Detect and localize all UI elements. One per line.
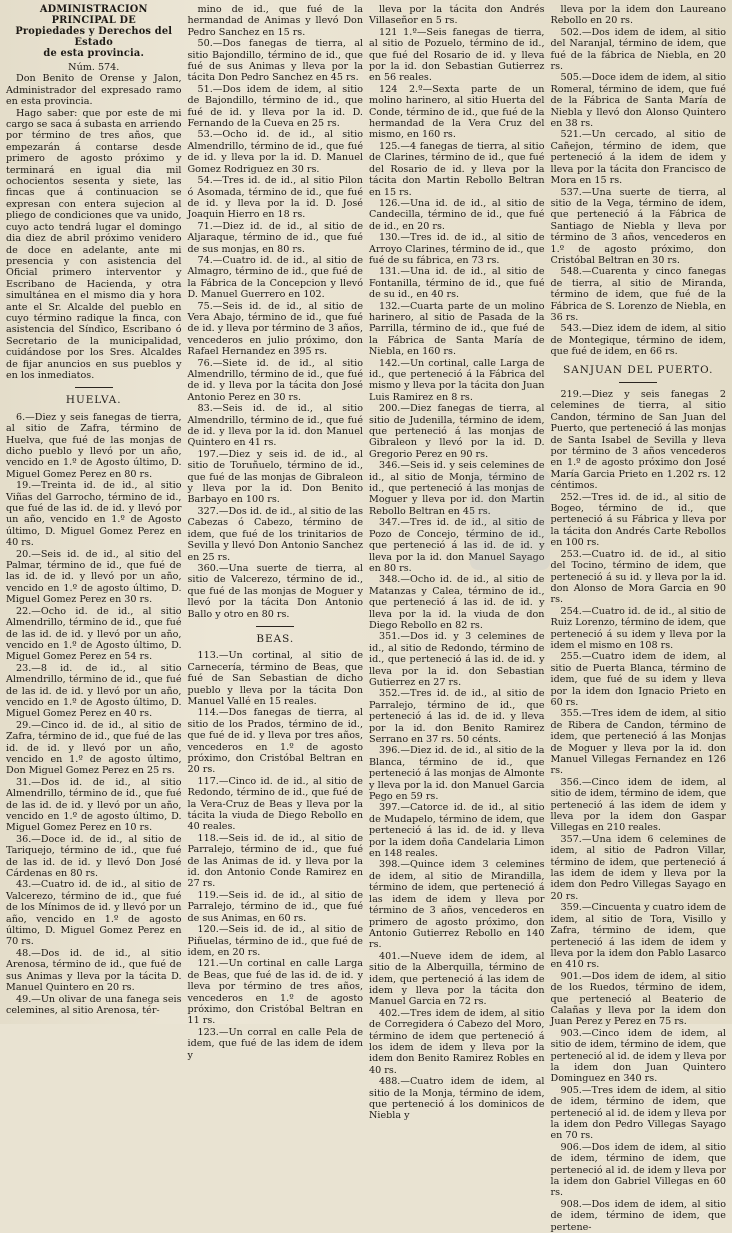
notice-title-line-3: de esta provincia. (43, 48, 145, 59)
column-2 (187, 4, 364, 1061)
listing-entry: 132.—Cuarta parte de un molino harinero, al sitio de Pasada de la Parrilla, término de id., que fué de la Fábrica de Santa María de Niebla, en 160 rs. (369, 300, 545, 358)
listing-entry: 252.—Tres id. de id., al sitio de Bogeo, término de id., que perteneció á su Fábrica y lleva por la tácita don Andrés Carte Rebollos en 100 rs. (550, 491, 726, 549)
listing-entry: mino de id., que fué de la hermandad de Animas y llevó Don Pedro Sanchez en 15 rs. (187, 4, 363, 38)
section-heading-sanjuan: SANJUAN DEL PUERTO. (563, 363, 714, 376)
listing-entry: 200.—Diez fanegas de tierra, al sitio de Judenilla, término de idem, que perteneció á las monjas de Gibraleon y llevó por la id. D. Gregorio Perez en 90 rs. (369, 403, 545, 460)
listing-entry: 124 2.º—Sexta parte de un molino harinero, al sitio Huerta del Conde, término de id., que fué de la hermandad de la Vera Cruz del mismo, en 160 rs. (369, 83, 545, 141)
listing-entry: 397.—Catorce id. de id., al sitio de Mudapelo, término de idem, que perteneció á las id. de id. y lleva por la idem doña Candelaria Limon en 148 reales. (369, 802, 545, 860)
listing-entry: 119.—Seis id. de id., al sitio de Parralejo, término de id., que fué de sus Animas, en 60 rs. (187, 889, 363, 924)
listing-entry: 347.—Tres id. de id., al sitio de Pozo de Concejo, término de id., que perteneció á las id. de id. y lleva por la id. don Manuel Sayago en 80 rs. (369, 517, 545, 574)
listing-entry: 357.—Una idem 6 celemines de idem, al sitio de Padron Villar, término de idem, que perteneció á las idem de idem y lleva por la idem don Pedro Villegas Sayago en 20 rs. (550, 833, 726, 902)
listing-entry: 346.—Seis id. y seis celemines de id., al sitio de Monja, término de id., que perteneció á las monjas de Moguer y lleva por id. don Martin Rebollo Beltran en 45 rs. (369, 460, 545, 517)
listing-entry: 905.—Tres idem de idem, al sitio de idem, término de idem, que perteneció al id. de idem y lleva por la idem don Pedro Villegas Sayago en 70 rs. (550, 1084, 726, 1142)
intro-paragraph: Hago saber: que por este de mi cargo se saca á subasta en arriendo por término de tres años, que empezarán á contarse desde primero de agosto próximo y terminará en igual dia mil ochocientos sesenta y siete, las fincas que á continuacion se expresan con entera sujecion al pliego de condiciones que va unido, cuyo acto tendrá lugar el domingo dia diez de abril próximo venidero de doce en adelante, ante mi presencia y con asistencia del Oficial primero interventor y Escribano de Hacienda, y otra simultánea en el mismo dia y hora ante el Sr. Alcalde del pueblo en cuyo término radique la finca, con asistencia del Síndico, Escribano ó Secretario de la municipalidad, cuidándose por los Sres. Alcaldes de fijar anuncios en sus pueblos y en los inmediatos. (6, 107, 182, 381)
listing-entry: 360.—Una suerte de tierra, al sitio de Valcerezo, término de id., que fué de las monjas de Moguer y llevó por la tácita Don Antonio Ballo y otro en 80 rs. (187, 562, 363, 620)
item-list (188, 650, 364, 1061)
listing-entry: 20.—Seis id. de id., al sitio del Palmar, término de id., que fué de las id. de id. y llevó por un año, vencido en 1.º de agosto último, D. Miguel Gomez Perez en 30 rs. (6, 548, 182, 606)
listing-entry: 130.—Tres id. de id., al sitio de Arroyo Clarines, término de id., que fué de su fábrica, en 73 rs. (369, 232, 545, 266)
listing-entry: 355.—Tres idem de idem, al sitio de Ribera de Candon, término de idem, que perteneció á las Monjas de Moguer y lleva por la id. don Manuel Villegas Fernandez en 126 rs. (550, 708, 726, 777)
listing-entry: 29.—Cinco id. de id., al sitio de Zafra, término de id., que fué de las id. de id. y llevó por un año, vencido en 1.º de agosto último, Don Miguel Gomez Perez en 25 rs. (6, 719, 182, 777)
section-divider (619, 382, 657, 383)
listing-entry: 6.—Diez y seis fanegas de tierra, al sitio de Zafra, término de Huelva, que fué de las monjas de dicho pueblo y llevó por un año, vencido en 1.º de Agosto último, D. Miguel Gomez Perez en 80 rs. (6, 411, 182, 480)
listing-entry: 114.—Dos fanegas de tierra, al sitio de los Prados, término de id., que fué de id. y lleva por tres años, vencederos en 1.º de agosto próximo, don Cristóbal Beltran en 20 rs. (187, 707, 363, 776)
listing-entry: 402.—Tres idem de idem, al sitio de Corregidera ó Cabezo del Moro, término de idem que perteneció á los idem de idem y lleva por la idem don Benito Ramirez Robles en 40 rs. (369, 1007, 545, 1076)
listing-entry: 142.—Un cortinal, calle Larga de id., que perteneció á la Fábrica del mismo y lleva por la tácita don Juan Luis Ramirez en 8 rs. (369, 357, 545, 403)
listing-entry: 548.—Cuarenta y cinco fanegas de tierra, al sitio de Miranda, término de idem, que fué de la Fábrica de S. Lorenzo de Niebla, en 36 rs. (550, 266, 726, 323)
listing-entry: 254.—Cuatro id. de id., al sitio de Ruiz Lorenzo, término de idem, que perteneció á su idem y lleva por la idem el mismo en 108 rs. (550, 605, 726, 651)
notice-title-line-2: Propiedades y Derechos del Estado (15, 26, 173, 48)
listing-entry: 75.—Seis id. de id., al sitio de Vera Abajo, término de id., que fué de id. y lleva por término de 3 años, vencederos en julio próximo, don Rafael Hernandez en 395 rs. (187, 300, 363, 358)
listing-entry: 48.—Dos id. de id., al sitio Arenosa, término de id., que fué de sus Animas y lleva por la tácita D. Manuel Quintero en 20 rs. (6, 947, 182, 994)
listing-entry: 505.—Doce idem de idem, al sitio Romeral, término de idem, que fué de la Fábrica de Santa María de Niebla y llevó don Alonso Quintero en 38 rs. (550, 72, 726, 130)
section-heading-beas: BEAS. (256, 632, 295, 645)
column-4 (550, 4, 727, 1233)
listing-entry: 123.—Un corral en calle Pela de idem, que fué de las idem de idem y (187, 1026, 363, 1061)
listing-entry: 23.—8 id. de id., al sitio Almendrillo, término de id., que fué de las id. de id. y llevó por un año, vencido en 1.º de Agosto último, D. Miguel Gomez Perez en 40 rs. (6, 662, 182, 720)
listing-entry: 398.—Quince idem 3 celemines de idem, al sitio de Mirandilla, término de idem, que perteneció á las idem de idem y lleva por término de 3 años, vencederos en primero de agosto próximo, don Antonio Gutierrez Rebollo en 140 rs. (369, 859, 545, 951)
listing-entry: 401.—Nueve idem de idem, al sitio de la Alberquilla, término de idem, que perteneció á las idem de idem y lleva por la tácita don Manuel Garcia en 72 rs. (369, 950, 545, 1008)
listing-entry: 54.—Tres id. de id., al sitio Pilon ó Asomada, término de id., que fué de id. y lleva por la id. D. José Joaquin Hierro en 18 rs. (187, 175, 363, 221)
intro-paragraph: Don Benito de Orense y Jalon, Administrador del expresado ramo en esta provincia. (6, 73, 182, 108)
listing-entry: 348.—Ocho id. de id., al sitio de Matanzas y Calea, término de id., que perteneció á las id. de id. y lleva por la id. la viuda de don Diego Rebollo en 82 rs. (369, 574, 545, 631)
listing-entry: 31.—Dos id. de id., al sitio Almendrillo, término de id., que fué de las id. de id. y llevó por un año, vencido en 1.º de agosto último, D. Miguel Gomez Perez en 10 rs. (6, 776, 182, 834)
listing-entry: 521.—Un cercado, al sitio de Cañejon, término de idem, que perteneció á la idem de idem y lleva por la tácita don Francisco de Mora en 15 rs. (550, 129, 726, 187)
listing-entry: 49.—Un olivar de una fanega seis celemines, al sitio Arenosa, tér- (6, 993, 182, 1016)
listing-entry: 537.—Una suerte de tierra, al sitio de la Vega, término de idem, que perteneció á la Fábrica de Santiago de Niebla y lleva por término de 3 años, vencederos en 1.º de agosto próximo, don Cristóbal Beltran en 30 rs. (550, 186, 726, 266)
listing-entry: 19.—Treinta id. de id., al sitio Viñas del Garrocho, término de id., que fué de las id. de id. y llevó por un año, vencido en 1.º de Agosto último, D. Miguel Gomez Perez en 40 rs. (6, 480, 182, 549)
item-list (551, 389, 727, 1233)
listing-entry: 126.—Una id. de id., al sitio de Candecilla, término de id., que fué de id., en 20 rs. (369, 197, 545, 232)
listing-entry: lleva por la idem don Laureano Rebollo en 20 rs. (550, 4, 726, 27)
listing-entry: 356.—Cinco idem de idem, al sitio de idem, término de idem, que perteneció á las idem de idem y lleva por la idem don Gaspar Villegas en 210 reales. (550, 776, 726, 834)
listing-entry: 197.—Diez y seis id. de id., al sitio de Toruñuelo, término de id., que fué de las monjas de Gibraleon y lleva por la id. Don Benito Barbayo en 100 rs. (187, 448, 363, 506)
listing-entry: 113.—Un cortinal, al sitio de Carnecería, término de Beas, que fué de San Sebastian de dicho pueblo y lleva por la tácita Don Manuel Vallé en 15 reales. (187, 650, 363, 707)
listing-entry: 359.—Cincuenta y cuatro idem de idem, al sitio de Tora, Visillo y Zafra, término de idem, que perteneció á las idem de idem y lleva por la idem don Pablo Lasarco en 410 rs. (550, 902, 726, 971)
section-heading-huelva: HUELVA. (65, 394, 122, 407)
listing-entry: 43.—Cuatro id. de id., al sitio de Valcerezo, término de id., que fué de los Mínimos de id. y llevó por un año, vencido en 1.º de agosto último, D. Miguel Gomez Perez en 70 rs. (6, 879, 182, 948)
listing-entry: 903.—Cinco idem de idem, al sitio de idem, término de idem, que perteneció al id. de idem y lleva por la idem don Juan Quintero Dominguez en 340 rs. (550, 1027, 726, 1085)
listing-entry: 121 1.º—Seis fanegas de tierra, al sitio de Pozuelo, término de id., que fué del Rosario de id. y lleva por la id. don Sebastian Gutierrez en 56 reales. (369, 26, 545, 84)
listing-entry: 53.—Ocho id. de id., al sitio Almendrillo, término de id., que fué de id. y lleva por la id. D. Manuel Gomez Rodriguez en 30 rs. (187, 129, 363, 175)
listing-entry: 253.—Cuatro id. de id., al sitio del Tocino, término de idem, que perteneció á su id. y lleva por la id. don Alonso de Mora Garcia en 90 rs. (550, 548, 726, 606)
item-list (6, 412, 182, 1017)
notice-number: Núm. 574. (68, 62, 120, 73)
faded-stamp-mark (470, 470, 550, 570)
listing-entry: 83.—Seis id. de id., al sitio Almendrillo, término de id., que fué de id. y lleva por la id. don Manuel Quintero en 41 rs. (187, 403, 363, 449)
listing-entry: 76.—Siete id. de id., al sitio Almendrillo, término de id., que fué de id. y lleva por la tácita don José Antonio Perez en 30 rs. (187, 357, 363, 403)
listing-entry: 121.—Un cortinal en calle Larga de Beas, que fué de las id. de id. y lleva por término de tres años, vencederos en 1.º de agosto próximo, don Cristóbal Beltran en 11 rs. (187, 958, 363, 1027)
listing-entry: lleva por la tácita don Andrés Villaseñor en 5 rs. (369, 4, 545, 27)
listing-entry: 50.—Dos fanegas de tierra, al sitio Bajondillo, término de id., que fué de sus Animas y lleva por la tácita Don Pedro Sanchez en 45 rs. (187, 38, 363, 84)
listing-entry: 255.—Cuatro idem de idem, al sitio de Puerta Blanca, término de idem, que fué de su idem y lleva por la idem don Ignacio Prieto en 60 rs. (550, 651, 726, 708)
listing-entry: 71.—Diez id. de id., al sitio de Aljaraque, término de id., que fué de sus monjas, en 80 rs. (187, 220, 363, 255)
listing-entry: 117.—Cinco id. de id., al sitio de Redondo, término de id., que fué de la Vera-Cruz de Beas y lleva por la tácita la viuda de Diego Rebollo en 40 reales. (187, 775, 363, 833)
listing-entry: 396.—Diez id. de id., al sitio de la Blanca, término de id., que perteneció á las monjas de Almonte y lleva por la id. don Manuel Garcia Pego en 59 rs. (369, 745, 545, 803)
listing-entry: 351.—Dos id. y 3 celemines de id., al sitio de Redondo, término de id., que perteneció á las id. de id. y lleva por la id. don Sebastian Gutierrez en 27 rs. (369, 631, 545, 688)
listing-entry: 131.—Una id. de id., al sitio de Fontanilla, término de id., que fué de su id., en 40 rs. (369, 266, 545, 301)
listing-entry: 908.—Dos idem de idem, al sitio de idem, término de idem, que pertene- (550, 1198, 726, 1233)
notice-title: ADMINISTRACION PRINCIPAL DE (39, 4, 148, 26)
listing-entry: 36.—Doce id. de id., al sitio de Tariquejo, término de id., que fué de las id. de id. y llevó Don José Cárdenas en 80 rs. (6, 833, 182, 880)
listing-entry: 74.—Cuatro id. de id., al sitio de Almagro, término de id., que fué de la Fábrica de la Concepcion y llevó D. Manuel Guerrero en 102. (187, 254, 363, 301)
listing-entry: 219.—Diez y seis fanegas 2 celemines de tierra, al sitio Candon, término de San Juan del Puerto, que perteneció á las monjas de Santa Isabel de Sevilla y lleva por término de 3 años vencederos en 1.º de agosto próximo don José María Garcia Prieto en 1.202 rs. 12 céntimos. (550, 389, 726, 492)
listing-entry: 502.—Dos idem de idem, al sitio del Naranjal, término de idem, que fué de la fábrica de Niebla, en 20 rs. (550, 26, 726, 73)
listing-entry: 22.—Ocho id. de id., al sitio Almendrillo, término de id., que fué de las id. de id. y llevó por un año, vencido en 1.º de Agosto último, D. Miguel Gomez Perez en 54 rs. (6, 605, 182, 663)
listing-entry: 118.—Seis id. de id., al sitio de Parralejo, término de id., que fué de las Animas de id. y lleva por la id. don Antonio Conde Ramirez en 27 rs. (187, 832, 363, 890)
listing-entry: 51.—Dos idem de idem, al sitio de Bajondillo, término de id., que fué de id. y lleva por la id. D. Fernando de la Cueva en 25 rs. (187, 83, 363, 130)
item-list (551, 4, 727, 358)
listing-entry: 352.—Tres id. de id., al sitio de Parralejo, término de id., que perteneció á las id. de id. y lleva por la id. don Benito Ramirez Serrano en 37 rs. 50 cénts. (369, 688, 545, 745)
section-divider (256, 626, 294, 627)
listing-entry: 543.—Diez idem de idem, al sitio de Montegique, término de idem, que fué de idem, en 66 rs. (550, 323, 726, 358)
listing-entry: 327.—Dos id. de id., al sitio de las Cabezas ó Cabezo, término de idem, que fué de los trinitarios de Sevilla y llevó Don Antonio Sanchez en 25 rs. (187, 505, 363, 563)
listing-entry: 488.—Cuatro idem de idem, al sitio de la Monja, término de idem, que perteneció á los dominicos de Niebla y (369, 1076, 545, 1122)
item-list (188, 4, 364, 620)
listing-entry: 906.—Dos idem de idem, al sitio de idem, término de idem, que perteneció al id. de idem y lleva por la idem don Gabriel Villegas en 60 rs. (550, 1141, 726, 1199)
listing-entry: 901.—Dos idem de idem, al sitio de los Ruedos, término de idem, que perteneció al Beaterio de Calañas y lleva por la idem don Juan Perez y Perez en 75 rs. (550, 970, 726, 1028)
column-1 (6, 4, 182, 1024)
section-divider (75, 387, 113, 388)
listing-entry: 125.—4 fanegas de tierra, al sitio de Clarines, término de id., que fué del Rosario de id. y lleva por la tácita don Martin Rebollo Beltran en 15 rs. (369, 140, 545, 198)
listing-entry: 120.—Seis id. de id., al sitio de Piñuelas, término de id., que fué de idem, en 20 rs. (187, 924, 363, 958)
